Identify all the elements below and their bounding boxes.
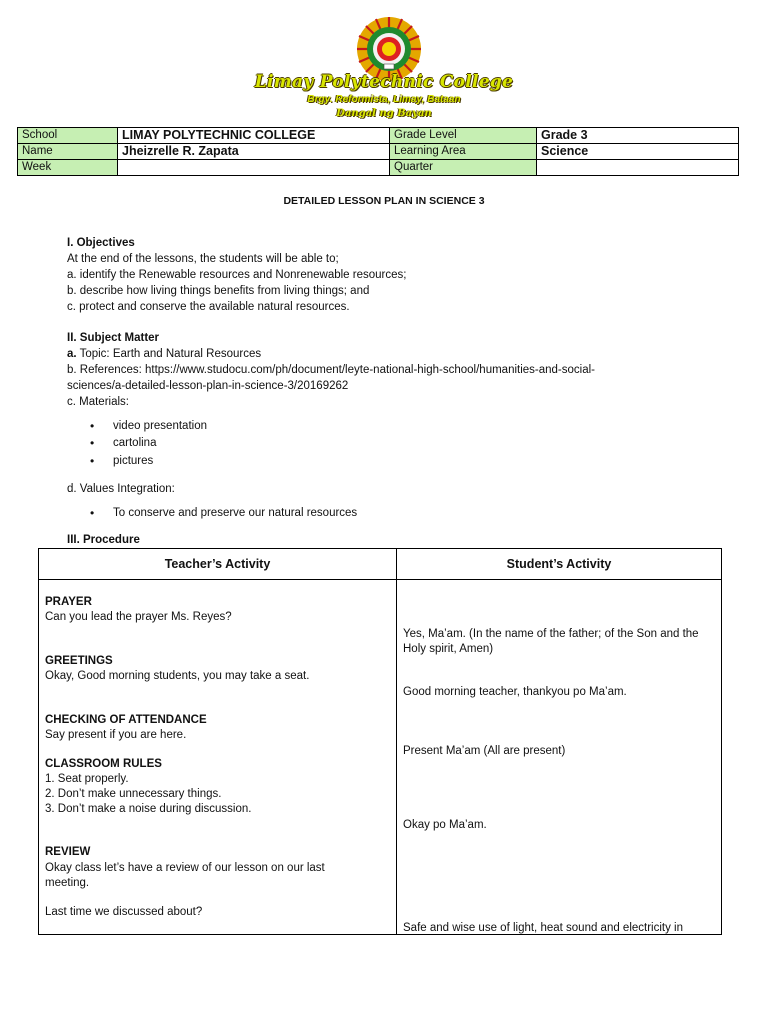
plan-title: DETAILED LESSON PLAN IN SCIENCE 3 bbox=[283, 195, 485, 207]
learning-area-label: Learning Area bbox=[390, 144, 537, 160]
procedure-table bbox=[38, 548, 722, 935]
topic-text: Topic: Earth and Natural Resources bbox=[76, 348, 262, 360]
bullet-icon: • bbox=[90, 436, 95, 450]
procedure-heading: III. Procedure bbox=[67, 534, 140, 546]
rule-item: 1. Seat properly. bbox=[45, 773, 129, 785]
review-response: Safe and wise use of light, heat sound and electricity in bbox=[403, 922, 684, 934]
attendance-heading: CHECKING OF ATTENDANCE bbox=[45, 714, 207, 726]
name-value: Jheizrelle R. Zapata bbox=[118, 144, 390, 160]
teacher-activity-header: Teacher’s Activity bbox=[39, 549, 397, 580]
college-name: Limay Polytechnic College bbox=[254, 72, 514, 92]
info-table bbox=[17, 127, 739, 176]
college-address: Brgy. Reformista, Limay, Bataan bbox=[307, 94, 461, 105]
values-label: d. Values Integration: bbox=[67, 483, 175, 495]
week-value bbox=[118, 160, 390, 176]
objective-item: b. describe how living things benefits from living things; and bbox=[67, 285, 370, 297]
teacher-activity-cell bbox=[39, 580, 397, 935]
procedure-body-row bbox=[39, 580, 722, 935]
objective-item: a. identify the Renewable resources and Nonrenewable resources; bbox=[67, 269, 407, 281]
material-item: video presentation bbox=[113, 420, 207, 432]
value-item: To conserve and preserve our natural resources bbox=[113, 507, 358, 519]
material-item: pictures bbox=[113, 455, 154, 467]
learning-area-value: Science bbox=[537, 144, 739, 160]
greetings-heading: GREETINGS bbox=[45, 655, 113, 667]
subject-matter-heading: II. Subject Matter bbox=[67, 332, 160, 344]
greetings-response: Good morning teacher, thankyou po Ma’am. bbox=[403, 686, 627, 698]
bullet-icon: • bbox=[90, 454, 95, 468]
name-label: Name bbox=[18, 144, 118, 160]
school-label: School bbox=[18, 128, 118, 144]
bullet-icon: • bbox=[90, 506, 95, 520]
review-question: Last time we discussed about? bbox=[45, 906, 203, 918]
objectives-intro: At the end of the lessons, the students will be able to; bbox=[67, 253, 339, 265]
material-item: cartolina bbox=[113, 437, 157, 449]
student-activity-header: Student’s Activity bbox=[397, 549, 722, 580]
materials-label: c. Materials: bbox=[67, 396, 129, 408]
references-line-2: sciences/a-detailed-lesson-plan-in-science-3/20169262 bbox=[67, 380, 349, 392]
school-value: LIMAY POLYTECHNIC COLLEGE bbox=[118, 128, 390, 144]
review-text: Okay class let’s have a review of our lesson on our last meeting. bbox=[45, 862, 325, 889]
rule-item: 3. Don’t make a noise during discussion. bbox=[45, 803, 252, 815]
prayer-text: Can you lead the prayer Ms. Reyes? bbox=[45, 611, 232, 623]
rules-response: Okay po Ma’am. bbox=[403, 819, 487, 831]
objectives-heading: I. Objectives bbox=[67, 237, 135, 249]
topic-line bbox=[67, 348, 261, 360]
classroom-rules-heading: CLASSROOM RULES bbox=[45, 758, 162, 770]
attendance-text: Say present if you are here. bbox=[45, 729, 187, 741]
prayer-heading: PRAYER bbox=[45, 596, 92, 608]
college-motto: Dangal ng Bayan bbox=[336, 108, 432, 119]
grade-level-value: Grade 3 bbox=[537, 128, 739, 144]
greetings-text: Okay, Good morning students, you may take a seat. bbox=[45, 670, 310, 682]
bullet-icon: • bbox=[90, 419, 95, 433]
prayer-response: Yes, Ma’am. (In the name of the father; of the Son and the Holy spirit, Amen) bbox=[403, 628, 699, 655]
student-activity-cell bbox=[397, 580, 722, 935]
topic-prefix: a. bbox=[67, 348, 77, 360]
info-row-school bbox=[18, 128, 739, 144]
grade-level-label: Grade Level bbox=[390, 128, 537, 144]
rule-item: 2. Don’t make unnecessary things. bbox=[45, 788, 222, 800]
quarter-label: Quarter bbox=[390, 160, 537, 176]
references-line-1: b. References: https://www.studocu.com/ph/document/leyte-national-high-school/humanities-and-social- bbox=[67, 364, 595, 376]
objective-item: c. protect and conserve the available natural resources. bbox=[67, 301, 350, 313]
quarter-value bbox=[537, 160, 739, 176]
info-row-name bbox=[18, 144, 739, 160]
info-row-week bbox=[18, 160, 739, 176]
attendance-response: Present Ma’am (All are present) bbox=[403, 745, 566, 757]
procedure-header-row bbox=[39, 549, 722, 580]
review-heading: REVIEW bbox=[45, 846, 91, 858]
week-label: Week bbox=[18, 160, 118, 176]
